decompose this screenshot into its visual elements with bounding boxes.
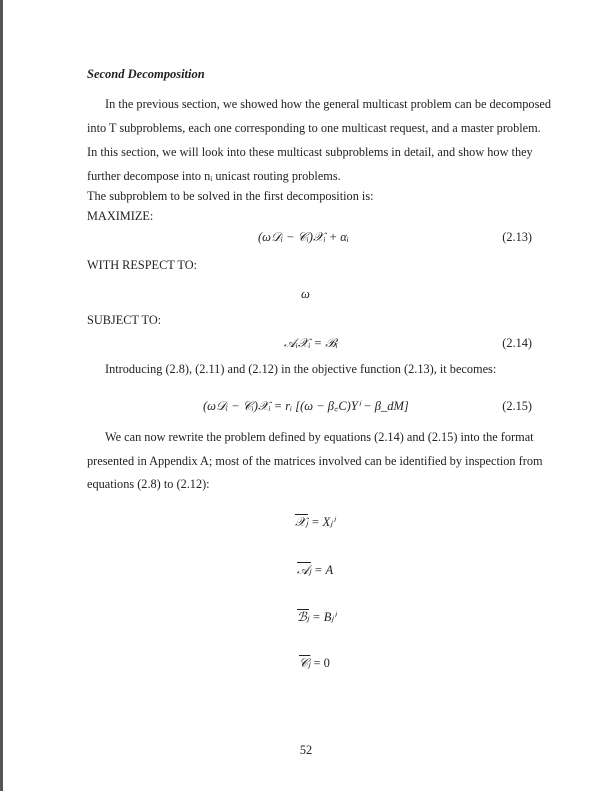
definition-rhs: = 0	[313, 656, 330, 670]
definition-c	[299, 656, 330, 670]
equation-number: (2.14)	[502, 336, 532, 350]
definition-lhs: 𝒳ⱼ	[295, 515, 308, 529]
section-heading: Second Decomposition	[87, 67, 205, 81]
page-number: 52	[299, 743, 313, 757]
definition-lhs: 𝒞ⱼ	[299, 656, 311, 670]
definition-lhs: ℬⱼ	[297, 610, 310, 624]
paragraph-line: presented in Appendix A; most of the matrices involved can be identified by inspection from	[87, 454, 543, 468]
definition-b	[297, 610, 336, 624]
definition-rhs: = A	[314, 563, 334, 577]
definition-a	[297, 563, 333, 577]
subject-to-label: SUBJECT TO:	[87, 313, 162, 327]
definition-rhs: = Xⱼⁱ	[311, 515, 335, 529]
paragraph-line: further decompose into nᵢ unicast routing problems.	[87, 169, 341, 183]
equation-number: (2.13)	[502, 230, 532, 244]
definition-rhs: = Bⱼⁱ	[312, 610, 336, 624]
paragraph-line: In this section, we will look into these multicast subproblems in detail, and show how they	[87, 145, 533, 159]
maximize-label: MAXIMIZE:	[87, 209, 154, 223]
equation-2-13: (ω𝒟ᵢ − 𝒞ᵢ)𝒳ᵢ + αᵢ	[258, 230, 349, 244]
equation-2-14: 𝒜ᵢ𝒳ᵢ = ℬᵢ	[284, 336, 338, 350]
paragraph-line: We can now rewrite the problem defined by equations (2.14) and (2.15) into the format	[105, 430, 534, 444]
paragraph-line: into T subproblems, each one corresponding to one multicast request, and a master problem.	[87, 121, 541, 135]
paragraph-line: In the previous section, we showed how the general multicast problem can be decomposed	[105, 97, 551, 111]
wrt-label: WITH RESPECT TO:	[87, 258, 197, 272]
equation-2-15: (ω𝒟ᵢ − 𝒞ᵢ)𝒳ᵢ = rᵢ [(ω − β꜀C)Yⁱ − β_dM]	[203, 399, 409, 413]
paragraph-line: Introducing (2.8), (2.11) and (2.12) in the objective function (2.13), it becomes:	[105, 362, 497, 376]
scan-border	[0, 0, 3, 791]
wrt-variable: ω	[301, 287, 310, 301]
equation-number: (2.15)	[502, 399, 532, 413]
paragraph-line: equations (2.8) to (2.12):	[87, 477, 210, 491]
definition-lhs: 𝒜ⱼ	[297, 563, 312, 577]
definition-x	[295, 515, 335, 529]
paragraph-line: The subproblem to be solved in the first decomposition is:	[87, 189, 374, 203]
